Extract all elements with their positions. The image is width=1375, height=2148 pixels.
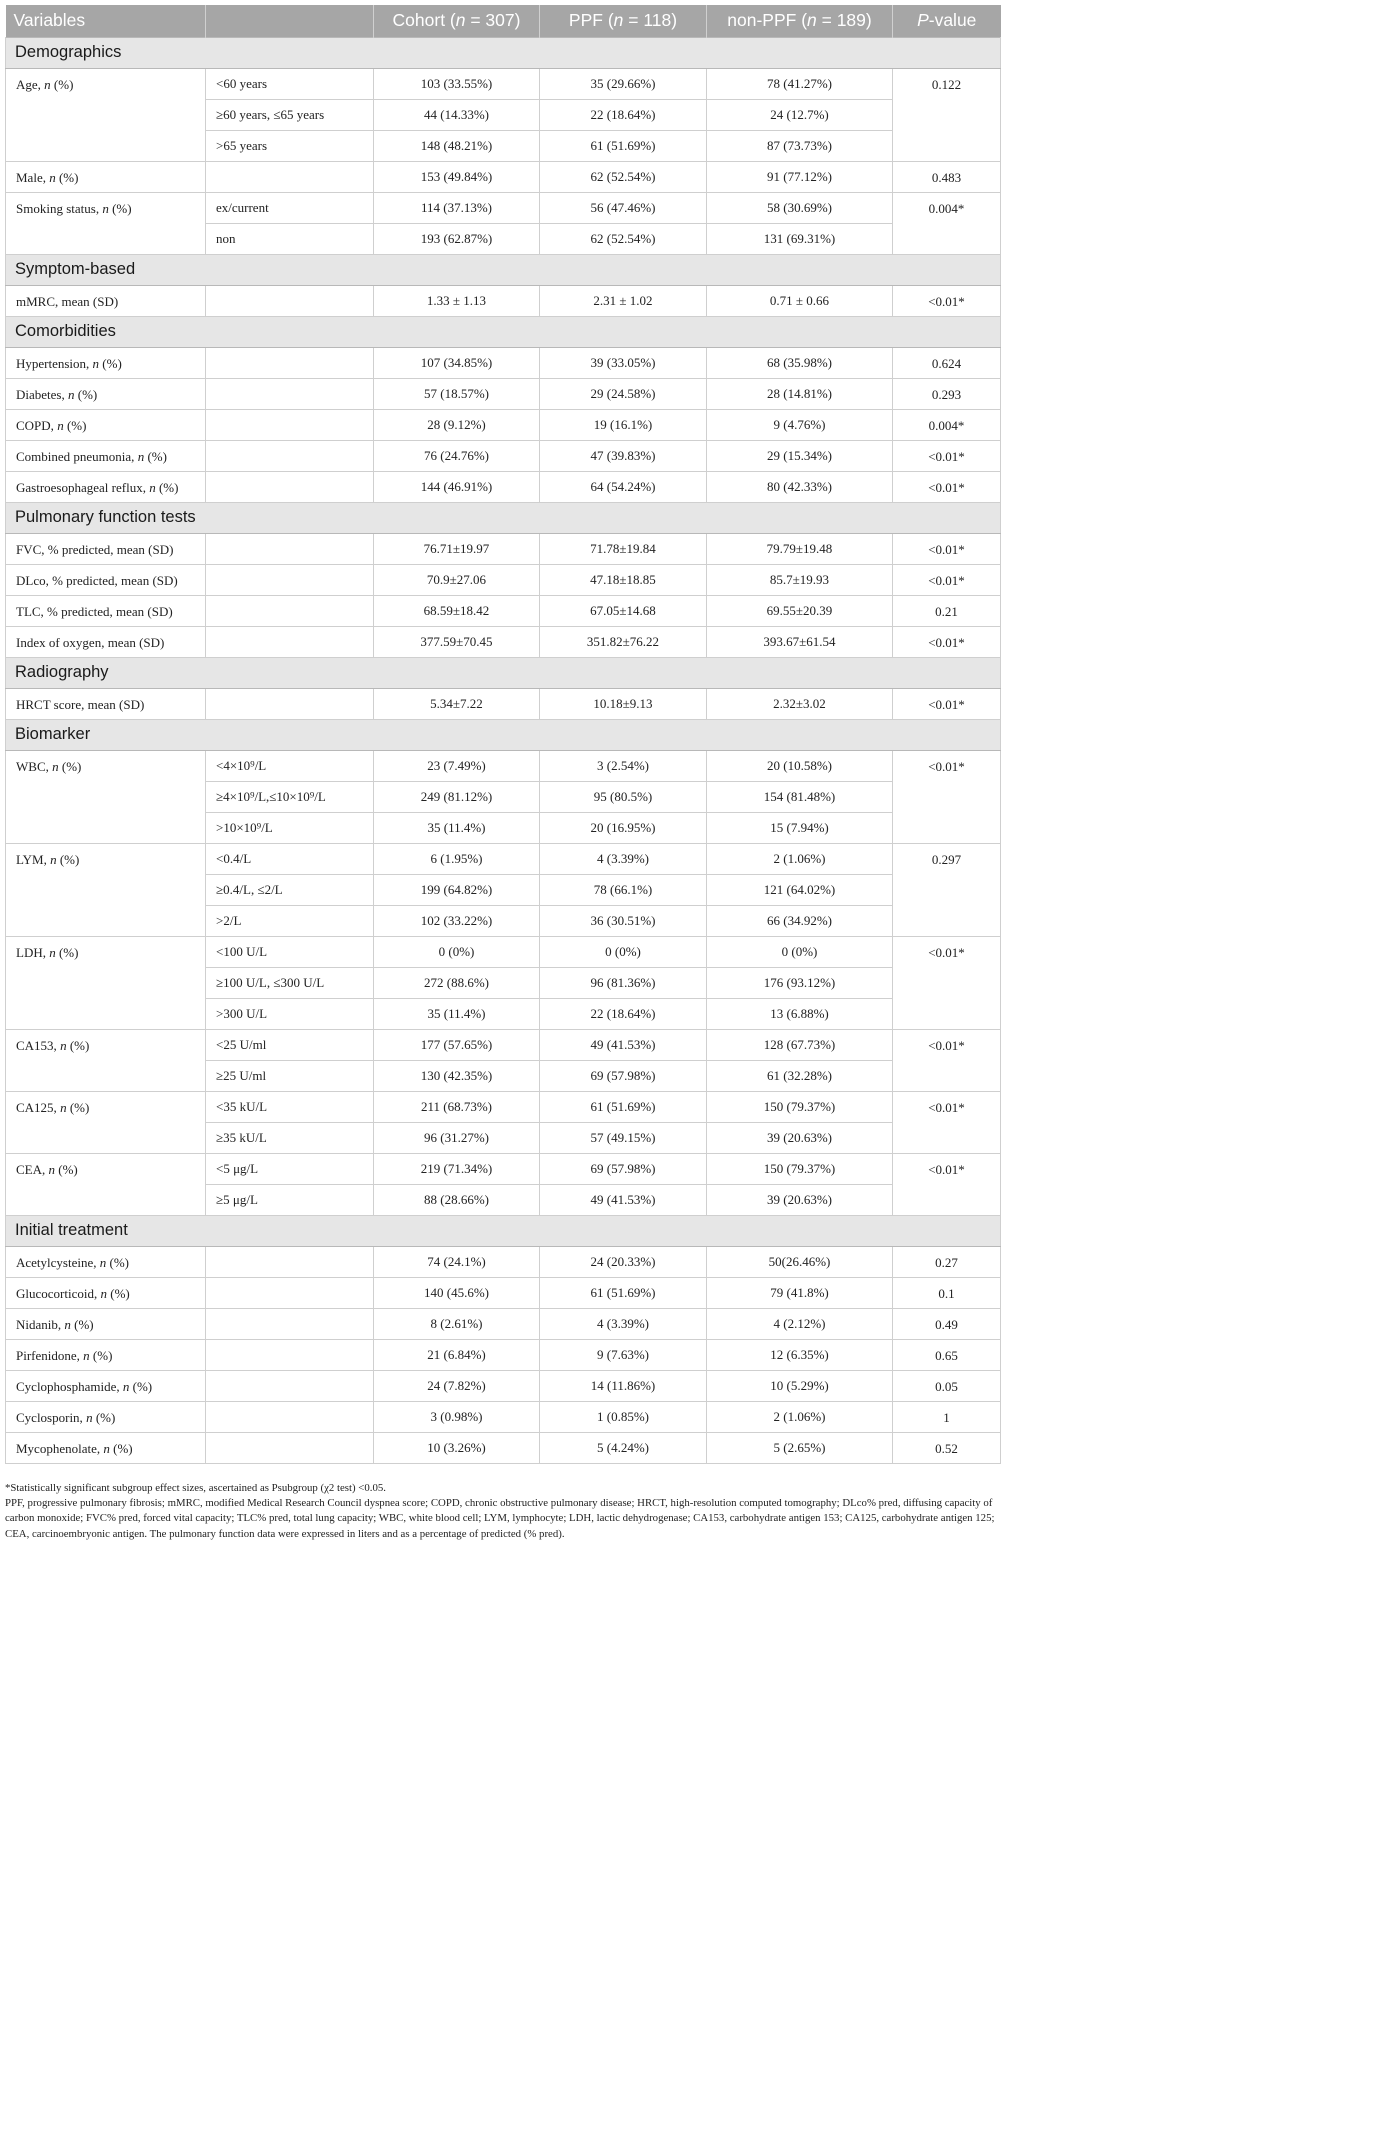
header-variables: Variables	[6, 5, 206, 37]
subgroup-cell	[206, 378, 374, 409]
ppf-cell: 24 (20.33%)	[540, 1246, 707, 1277]
p-value-cell: 0.05	[893, 1370, 1001, 1401]
table-row	[6, 285, 1001, 316]
ppf-cell: 61 (51.69%)	[540, 1091, 707, 1122]
ppf-cell: 62 (52.54%)	[540, 223, 707, 254]
p-value-cell: <0.01*	[893, 285, 1001, 316]
ppf-cell: 22 (18.64%)	[540, 998, 707, 1029]
p-value-cell: <0.01*	[893, 471, 1001, 502]
non-ppf-cell: 150 (79.37%)	[707, 1153, 893, 1184]
cohort-cell: 3 (0.98%)	[374, 1401, 540, 1432]
cohort-cell: 249 (81.12%)	[374, 781, 540, 812]
subgroup-cell: <35 kU/L	[206, 1091, 374, 1122]
non-ppf-cell: 5 (2.65%)	[707, 1432, 893, 1463]
non-ppf-cell: 2 (1.06%)	[707, 843, 893, 874]
baseline-characteristics-table	[5, 5, 1001, 1464]
cohort-cell: 88 (28.66%)	[374, 1184, 540, 1215]
cohort-cell: 140 (45.6%)	[374, 1277, 540, 1308]
variable-cell: FVC, % predicted, mean (SD)	[6, 533, 206, 564]
cohort-cell: 35 (11.4%)	[374, 812, 540, 843]
ppf-cell: 57 (49.15%)	[540, 1122, 707, 1153]
non-ppf-cell: 87 (73.73%)	[707, 130, 893, 161]
p-value-cell: <0.01*	[893, 688, 1001, 719]
cohort-cell: 23 (7.49%)	[374, 750, 540, 781]
table-row	[6, 1277, 1001, 1308]
variable-cell: COPD, n (%)	[6, 409, 206, 440]
table-row	[6, 1308, 1001, 1339]
variable-cell: Gastroesophageal reflux, n (%)	[6, 471, 206, 502]
ppf-cell: 49 (41.53%)	[540, 1029, 707, 1060]
table-row	[6, 440, 1001, 471]
section-title: Radiography	[6, 657, 1001, 688]
table-row	[6, 471, 1001, 502]
non-ppf-cell: 0.71 ± 0.66	[707, 285, 893, 316]
non-ppf-cell: 50(26.46%)	[707, 1246, 893, 1277]
p-value-cell: 1	[893, 1401, 1001, 1432]
ppf-cell: 61 (51.69%)	[540, 1277, 707, 1308]
subgroup-cell	[206, 1432, 374, 1463]
p-value-cell: <0.01*	[893, 1153, 1001, 1215]
section-header-row	[6, 1215, 1001, 1246]
section-header-row	[6, 657, 1001, 688]
p-value-cell: <0.01*	[893, 440, 1001, 471]
p-value-cell: <0.01*	[893, 626, 1001, 657]
non-ppf-cell: 29 (15.34%)	[707, 440, 893, 471]
table-row	[6, 68, 1001, 99]
non-ppf-cell: 85.7±19.93	[707, 564, 893, 595]
non-ppf-cell: 2 (1.06%)	[707, 1401, 893, 1432]
cohort-cell: 199 (64.82%)	[374, 874, 540, 905]
table-body	[6, 37, 1001, 1463]
cohort-cell: 219 (71.34%)	[374, 1153, 540, 1184]
ppf-cell: 22 (18.64%)	[540, 99, 707, 130]
variable-cell: Male, n (%)	[6, 161, 206, 192]
ppf-cell: 9 (7.63%)	[540, 1339, 707, 1370]
cohort-cell: 0 (0%)	[374, 936, 540, 967]
non-ppf-cell: 0 (0%)	[707, 936, 893, 967]
p-value-cell: 0.52	[893, 1432, 1001, 1463]
cohort-cell: 102 (33.22%)	[374, 905, 540, 936]
variable-cell: Glucocorticoid, n (%)	[6, 1277, 206, 1308]
variable-cell: Age, n (%)	[6, 68, 206, 161]
non-ppf-cell: 10 (5.29%)	[707, 1370, 893, 1401]
variable-cell: Diabetes, n (%)	[6, 378, 206, 409]
subgroup-cell: >2/L	[206, 905, 374, 936]
section-title: Biomarker	[6, 719, 1001, 750]
ppf-cell: 10.18±9.13	[540, 688, 707, 719]
variable-cell: Index of oxygen, mean (SD)	[6, 626, 206, 657]
section-header-row	[6, 37, 1001, 68]
p-value-cell: <0.01*	[893, 936, 1001, 1029]
subgroup-cell: <0.4/L	[206, 843, 374, 874]
subgroup-cell	[206, 533, 374, 564]
variable-cell: LDH, n (%)	[6, 936, 206, 1029]
header-p-value: P-value	[893, 5, 1001, 37]
table-row	[6, 192, 1001, 223]
table-row	[6, 1432, 1001, 1463]
subgroup-cell	[206, 688, 374, 719]
cohort-cell: 6 (1.95%)	[374, 843, 540, 874]
header-subgroup	[206, 5, 374, 37]
cohort-cell: 57 (18.57%)	[374, 378, 540, 409]
ppf-cell: 71.78±19.84	[540, 533, 707, 564]
variable-cell: Combined pneumonia, n (%)	[6, 440, 206, 471]
non-ppf-cell: 9 (4.76%)	[707, 409, 893, 440]
ppf-cell: 49 (41.53%)	[540, 1184, 707, 1215]
header-non-ppf: non-PPF (n = 189)	[707, 5, 893, 37]
cohort-cell: 177 (57.65%)	[374, 1029, 540, 1060]
subgroup-cell: <25 U/ml	[206, 1029, 374, 1060]
non-ppf-cell: 78 (41.27%)	[707, 68, 893, 99]
table-row	[6, 688, 1001, 719]
cohort-cell: 8 (2.61%)	[374, 1308, 540, 1339]
non-ppf-cell: 154 (81.48%)	[707, 781, 893, 812]
ppf-cell: 64 (54.24%)	[540, 471, 707, 502]
p-value-cell: 0.122	[893, 68, 1001, 161]
p-value-cell: <0.01*	[893, 564, 1001, 595]
ppf-cell: 39 (33.05%)	[540, 347, 707, 378]
subgroup-cell: ≥35 kU/L	[206, 1122, 374, 1153]
ppf-cell: 69 (57.98%)	[540, 1060, 707, 1091]
cohort-cell: 44 (14.33%)	[374, 99, 540, 130]
ppf-cell: 0 (0%)	[540, 936, 707, 967]
ppf-cell: 351.82±76.22	[540, 626, 707, 657]
subgroup-cell: ≥25 U/ml	[206, 1060, 374, 1091]
ppf-cell: 78 (66.1%)	[540, 874, 707, 905]
section-header-row	[6, 254, 1001, 285]
table-row	[6, 626, 1001, 657]
non-ppf-cell: 131 (69.31%)	[707, 223, 893, 254]
variable-cell: mMRC, mean (SD)	[6, 285, 206, 316]
p-value-cell: 0.1	[893, 1277, 1001, 1308]
ppf-cell: 35 (29.66%)	[540, 68, 707, 99]
ppf-cell: 1 (0.85%)	[540, 1401, 707, 1432]
subgroup-cell: non	[206, 223, 374, 254]
subgroup-cell	[206, 285, 374, 316]
subgroup-cell	[206, 595, 374, 626]
non-ppf-cell: 393.67±61.54	[707, 626, 893, 657]
variable-cell: WBC, n (%)	[6, 750, 206, 843]
non-ppf-cell: 61 (32.28%)	[707, 1060, 893, 1091]
ppf-cell: 36 (30.51%)	[540, 905, 707, 936]
subgroup-cell	[206, 1308, 374, 1339]
ppf-cell: 19 (16.1%)	[540, 409, 707, 440]
table-row	[6, 1339, 1001, 1370]
section-header-row	[6, 502, 1001, 533]
cohort-cell: 74 (24.1%)	[374, 1246, 540, 1277]
cohort-cell: 272 (88.6%)	[374, 967, 540, 998]
subgroup-cell: <4×10⁹/L	[206, 750, 374, 781]
cohort-cell: 76 (24.76%)	[374, 440, 540, 471]
table-row	[6, 1246, 1001, 1277]
footnote-significance: *Statistically significant subgroup effect sizes, ascertained as Psubgroup (χ2 test) <0.05.	[5, 1482, 386, 1494]
subgroup-cell	[206, 1339, 374, 1370]
variable-cell: CA153, n (%)	[6, 1029, 206, 1091]
table-row	[6, 564, 1001, 595]
p-value-cell: 0.65	[893, 1339, 1001, 1370]
table-row	[6, 1401, 1001, 1432]
p-value-cell: 0.004*	[893, 192, 1001, 254]
subgroup-cell	[206, 1277, 374, 1308]
table-row	[6, 378, 1001, 409]
non-ppf-cell: 2.32±3.02	[707, 688, 893, 719]
p-value-cell: 0.624	[893, 347, 1001, 378]
variable-cell: Hypertension, n (%)	[6, 347, 206, 378]
ppf-cell: 62 (52.54%)	[540, 161, 707, 192]
section-title: Pulmonary function tests	[6, 502, 1001, 533]
cohort-cell: 193 (62.87%)	[374, 223, 540, 254]
subgroup-cell	[206, 626, 374, 657]
cohort-cell: 377.59±70.45	[374, 626, 540, 657]
ppf-cell: 20 (16.95%)	[540, 812, 707, 843]
cohort-cell: 21 (6.84%)	[374, 1339, 540, 1370]
p-value-cell: 0.27	[893, 1246, 1001, 1277]
non-ppf-cell: 69.55±20.39	[707, 595, 893, 626]
cohort-cell: 148 (48.21%)	[374, 130, 540, 161]
variable-cell: CEA, n (%)	[6, 1153, 206, 1215]
variable-cell: Nidanib, n (%)	[6, 1308, 206, 1339]
table-row	[6, 347, 1001, 378]
table-row	[6, 1370, 1001, 1401]
cohort-cell: 103 (33.55%)	[374, 68, 540, 99]
footnote-abbreviations: PPF, progressive pulmonary fibrosis; mMRC, modified Medical Research Council dyspnea score; COPD, chronic obstructive pulmonary disease; HRCT, high-resolution computed tomography; DLco% pred, diffusing capacity of carbon monoxide; FVC% pred, forced vital capacity; TLC% pred, total lung capacity; WBC, white blood cell; LYM, lymphocyte; LDH, lactic dehydrogenase; CA153, carbohydrate antigen 153; CA125, carbohydrate antigen 125; CEA, carcinoembryonic antigen. The pulmonary function data were expressed in liters and as a percentage of predicted (% pred).	[5, 1497, 995, 1540]
subgroup-cell	[206, 347, 374, 378]
cohort-cell: 130 (42.35%)	[374, 1060, 540, 1091]
ppf-cell: 67.05±14.68	[540, 595, 707, 626]
section-title: Symptom-based	[6, 254, 1001, 285]
non-ppf-cell: 28 (14.81%)	[707, 378, 893, 409]
subgroup-cell	[206, 1370, 374, 1401]
cohort-cell: 28 (9.12%)	[374, 409, 540, 440]
p-value-cell: 0.21	[893, 595, 1001, 626]
non-ppf-cell: 150 (79.37%)	[707, 1091, 893, 1122]
section-header-row	[6, 316, 1001, 347]
non-ppf-cell: 91 (77.12%)	[707, 161, 893, 192]
non-ppf-cell: 79 (41.8%)	[707, 1277, 893, 1308]
p-value-cell: 0.293	[893, 378, 1001, 409]
p-value-cell: <0.01*	[893, 1091, 1001, 1153]
ppf-cell: 61 (51.69%)	[540, 130, 707, 161]
non-ppf-cell: 13 (6.88%)	[707, 998, 893, 1029]
variable-cell: HRCT score, mean (SD)	[6, 688, 206, 719]
variable-cell: DLco, % predicted, mean (SD)	[6, 564, 206, 595]
non-ppf-cell: 20 (10.58%)	[707, 750, 893, 781]
p-value-cell: 0.483	[893, 161, 1001, 192]
ppf-cell: 29 (24.58%)	[540, 378, 707, 409]
ppf-cell: 47 (39.83%)	[540, 440, 707, 471]
table-footnotes	[5, 1481, 1000, 1542]
non-ppf-cell: 39 (20.63%)	[707, 1122, 893, 1153]
ppf-cell: 56 (47.46%)	[540, 192, 707, 223]
cohort-cell: 107 (34.85%)	[374, 347, 540, 378]
ppf-cell: 3 (2.54%)	[540, 750, 707, 781]
subgroup-cell: ≥0.4/L, ≤2/L	[206, 874, 374, 905]
subgroup-cell	[206, 440, 374, 471]
non-ppf-cell: 128 (67.73%)	[707, 1029, 893, 1060]
non-ppf-cell: 79.79±19.48	[707, 533, 893, 564]
non-ppf-cell: 68 (35.98%)	[707, 347, 893, 378]
non-ppf-cell: 12 (6.35%)	[707, 1339, 893, 1370]
non-ppf-cell: 24 (12.7%)	[707, 99, 893, 130]
table-row	[6, 409, 1001, 440]
table-row	[6, 750, 1001, 781]
cohort-cell: 114 (37.13%)	[374, 192, 540, 223]
p-value-cell: <0.01*	[893, 533, 1001, 564]
variable-cell: TLC, % predicted, mean (SD)	[6, 595, 206, 626]
subgroup-cell: ≥4×10⁹/L,≤10×10⁹/L	[206, 781, 374, 812]
cohort-cell: 144 (46.91%)	[374, 471, 540, 502]
subgroup-cell: <5 μg/L	[206, 1153, 374, 1184]
non-ppf-cell: 39 (20.63%)	[707, 1184, 893, 1215]
ppf-cell: 4 (3.39%)	[540, 843, 707, 874]
ppf-cell: 5 (4.24%)	[540, 1432, 707, 1463]
subgroup-cell	[206, 564, 374, 595]
non-ppf-cell: 176 (93.12%)	[707, 967, 893, 998]
variable-cell: Cyclosporin, n (%)	[6, 1401, 206, 1432]
table-row	[6, 1153, 1001, 1184]
ppf-cell: 4 (3.39%)	[540, 1308, 707, 1339]
table-row	[6, 161, 1001, 192]
ppf-cell: 2.31 ± 1.02	[540, 285, 707, 316]
cohort-cell: 24 (7.82%)	[374, 1370, 540, 1401]
section-title: Demographics	[6, 37, 1001, 68]
subgroup-cell: ≥5 μg/L	[206, 1184, 374, 1215]
cohort-cell: 35 (11.4%)	[374, 998, 540, 1029]
subgroup-cell: <100 U/L	[206, 936, 374, 967]
non-ppf-cell: 66 (34.92%)	[707, 905, 893, 936]
subgroup-cell: ex/current	[206, 192, 374, 223]
subgroup-cell: <60 years	[206, 68, 374, 99]
ppf-cell: 69 (57.98%)	[540, 1153, 707, 1184]
subgroup-cell: >65 years	[206, 130, 374, 161]
subgroup-cell: >10×10⁹/L	[206, 812, 374, 843]
variable-cell: Cyclophosphamide, n (%)	[6, 1370, 206, 1401]
p-value-cell: 0.49	[893, 1308, 1001, 1339]
non-ppf-cell: 121 (64.02%)	[707, 874, 893, 905]
variable-cell: CA125, n (%)	[6, 1091, 206, 1153]
subgroup-cell	[206, 161, 374, 192]
section-header-row	[6, 719, 1001, 750]
subgroup-cell: ≥100 U/L, ≤300 U/L	[206, 967, 374, 998]
table-header-row	[6, 5, 1001, 37]
ppf-cell: 95 (80.5%)	[540, 781, 707, 812]
subgroup-cell	[206, 1401, 374, 1432]
header-cohort: Cohort (n = 307)	[374, 5, 540, 37]
variable-cell: Pirfenidone, n (%)	[6, 1339, 206, 1370]
subgroup-cell	[206, 1246, 374, 1277]
table-row	[6, 595, 1001, 626]
cohort-cell: 96 (31.27%)	[374, 1122, 540, 1153]
section-title: Initial treatment	[6, 1215, 1001, 1246]
table-row	[6, 1091, 1001, 1122]
cohort-cell: 5.34±7.22	[374, 688, 540, 719]
table-row	[6, 533, 1001, 564]
non-ppf-cell: 58 (30.69%)	[707, 192, 893, 223]
cohort-cell: 10 (3.26%)	[374, 1432, 540, 1463]
variable-cell: Mycophenolate, n (%)	[6, 1432, 206, 1463]
table-row	[6, 936, 1001, 967]
table-row	[6, 843, 1001, 874]
p-value-cell: 0.004*	[893, 409, 1001, 440]
cohort-cell: 153 (49.84%)	[374, 161, 540, 192]
table-row	[6, 1029, 1001, 1060]
subgroup-cell: >300 U/L	[206, 998, 374, 1029]
cohort-cell: 68.59±18.42	[374, 595, 540, 626]
p-value-cell: <0.01*	[893, 750, 1001, 843]
non-ppf-cell: 80 (42.33%)	[707, 471, 893, 502]
ppf-cell: 96 (81.36%)	[540, 967, 707, 998]
non-ppf-cell: 4 (2.12%)	[707, 1308, 893, 1339]
ppf-cell: 47.18±18.85	[540, 564, 707, 595]
non-ppf-cell: 15 (7.94%)	[707, 812, 893, 843]
variable-cell: Acetylcysteine, n (%)	[6, 1246, 206, 1277]
ppf-cell: 14 (11.86%)	[540, 1370, 707, 1401]
p-value-cell: 0.297	[893, 843, 1001, 936]
cohort-cell: 70.9±27.06	[374, 564, 540, 595]
subgroup-cell	[206, 409, 374, 440]
header-ppf: PPF (n = 118)	[540, 5, 707, 37]
cohort-cell: 76.71±19.97	[374, 533, 540, 564]
variable-cell: LYM, n (%)	[6, 843, 206, 936]
p-value-cell: <0.01*	[893, 1029, 1001, 1091]
cohort-cell: 211 (68.73%)	[374, 1091, 540, 1122]
variable-cell: Smoking status, n (%)	[6, 192, 206, 254]
section-title: Comorbidities	[6, 316, 1001, 347]
subgroup-cell	[206, 471, 374, 502]
subgroup-cell: ≥60 years, ≤65 years	[206, 99, 374, 130]
cohort-cell: 1.33 ± 1.13	[374, 285, 540, 316]
